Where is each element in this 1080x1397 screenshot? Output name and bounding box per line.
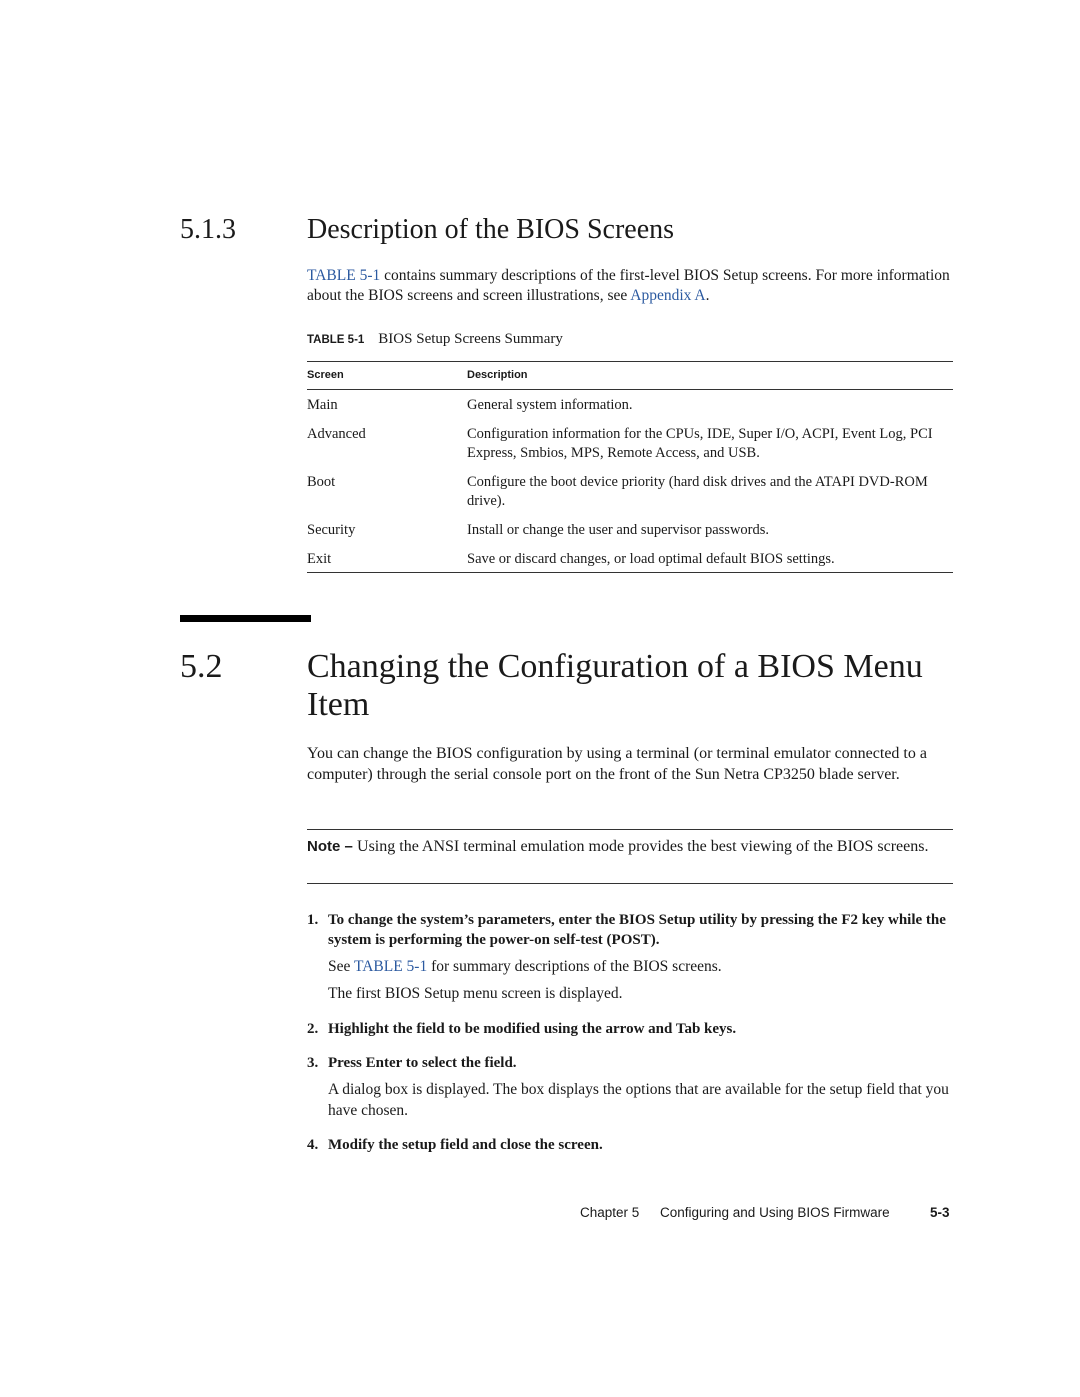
table-row-screen: Main <box>307 397 338 413</box>
note-text: Using the ANSI terminal emulation mode provides the best viewing of the BIOS screens. <box>357 838 929 855</box>
step-number: 2. <box>307 1021 319 1037</box>
footer-title: Configuring and Using BIOS Firmware <box>660 1205 890 1220</box>
step-body: The first BIOS Setup menu screen is displayed. <box>328 985 623 1002</box>
step-text: Press Enter to select the field. <box>328 1055 517 1071</box>
note-label: Note – <box>307 838 358 855</box>
table-row-screen: Boot <box>307 474 336 490</box>
table-row-screen: Security <box>307 522 356 538</box>
step-item <box>307 1135 953 1155</box>
table-link[interactable]: TABLE 5-1 <box>353 958 428 975</box>
note-bottom-rule <box>307 883 953 884</box>
step-text: Highlight the field to be modified using the arrow and Tab keys. <box>328 1021 737 1037</box>
table-header-screen: Screen <box>307 369 344 381</box>
step-number: 4. <box>307 1137 319 1153</box>
section-number: 5.2 <box>180 648 223 685</box>
step-item <box>307 1019 953 1039</box>
table-bottom-rule <box>307 572 953 573</box>
table-row-screen: Exit <box>307 551 332 567</box>
table-row-description: General system information. <box>467 397 633 413</box>
step-item <box>307 910 953 950</box>
body-paragraph: You can change the BIOS configuration by using a terminal (or terminal emulator connected to a computer) through the serial console port on the front of the Sun Netra CP3250 blade server. <box>307 745 927 783</box>
table-caption <box>307 331 563 348</box>
table-row-description: Configuration information for the CPUs, IDE, Super I/O, ACPI, Event Log, PCI Express, Smbios, MPS, Remote Access, and USB. <box>467 426 933 461</box>
table-row-description: Configure the boot device priority (hard disk drives and the ATAPI DVD-ROM drive). <box>467 474 928 509</box>
step-text: To change the system’s parameters, enter the BIOS Setup utility by pressing the F2 key while the system is performing the power-on self-test (POST). <box>328 912 946 948</box>
note-top-rule <box>307 829 953 830</box>
intro-paragraph: TABLE 5-1 contains summary descriptions of the first-level BIOS Setup screens. For more information about the BIOS screens and screen illustrations, see Appendix A. <box>307 267 950 304</box>
section-bar <box>180 615 311 622</box>
note <box>307 837 953 858</box>
section-title: Changing the Configuration of a BIOS Menu Item <box>307 648 923 723</box>
footer-chapter: Chapter 5 <box>580 1205 640 1220</box>
table-row-description: Install or change the user and supervisor passwords. <box>467 522 770 538</box>
step-number: 1. <box>307 912 319 928</box>
step-body: A dialog box is displayed. The box displays the options that are available for the setup field that you have chosen. <box>328 1081 949 1119</box>
table-link[interactable]: TABLE 5-1 <box>307 267 381 284</box>
section-number: 5.1.3 <box>180 214 236 245</box>
step-item <box>307 1053 953 1073</box>
table-label: TABLE 5-1 <box>307 334 365 346</box>
table-row-description: Save or discard changes, or load optimal default BIOS settings. <box>467 551 835 567</box>
step-text: Modify the setup field and close the screen. <box>328 1137 603 1153</box>
table-top-rule <box>307 361 953 362</box>
appendix-link[interactable]: Appendix A <box>630 287 706 304</box>
table-caption-text: BIOS Setup Screens Summary <box>378 331 563 347</box>
step-number: 3. <box>307 1055 319 1071</box>
table-row-screen: Advanced <box>307 426 366 442</box>
table-header-rule <box>307 389 953 390</box>
section-title: Description of the BIOS Screens <box>307 214 675 245</box>
page-number: 5-3 <box>930 1205 950 1220</box>
table-header-description: Description <box>467 369 528 381</box>
step-body: See TABLE 5-1 for summary descriptions of the BIOS screens. <box>328 958 722 975</box>
